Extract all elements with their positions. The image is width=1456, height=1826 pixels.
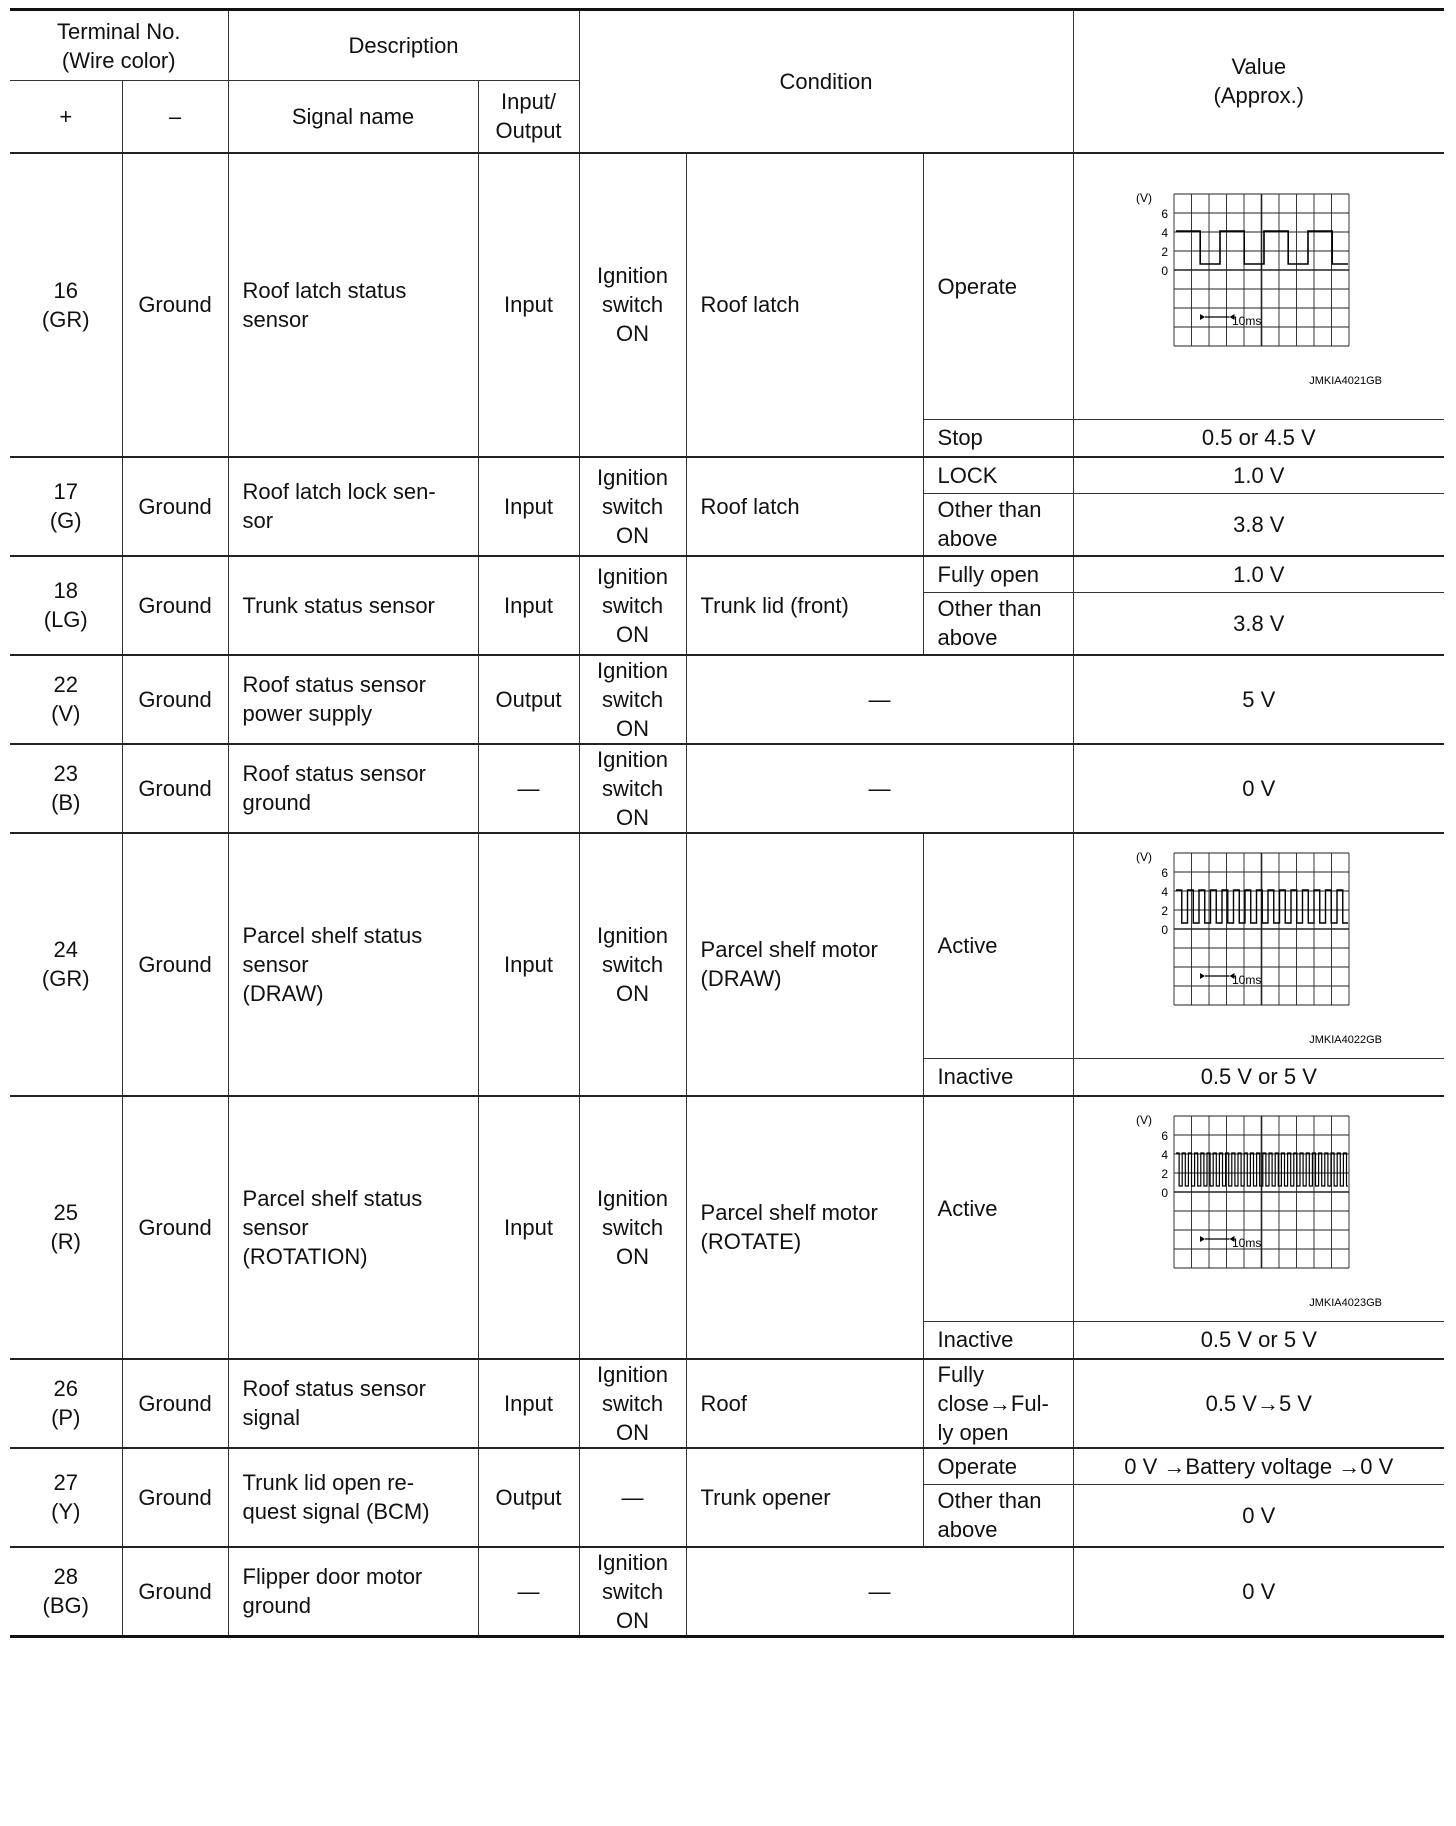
oscilloscope-waveform [1134,1106,1384,1311]
io-header-line1: Input/ [501,89,557,115]
ignition-condition [579,744,686,833]
ignition-condition [579,1547,686,1637]
signal-name-line1: Roof latch status [242,277,407,303]
signal-name-line1: Parcel shelf status [242,922,423,948]
ignition-line2: switch [601,951,664,977]
condition-none: — [686,655,1073,744]
wire-color-value: (LG) [43,607,88,632]
input-output: Input [478,457,579,556]
terminal-number-value: 28 [53,1564,78,1589]
input-output: Input [478,556,579,655]
tick-label-6: 6 [1161,206,1168,221]
input-output: Input [478,833,579,1096]
terminal-number [10,655,122,744]
value-header-label: Value [1231,54,1287,80]
condition-state [923,494,1073,556]
voltage-unit-label: (V) [1135,190,1152,205]
signal-name [228,744,478,833]
input-output: — [478,744,579,833]
description-header: Description [228,10,579,81]
signal-name [228,655,478,744]
wire-color-value: (Y) [51,1499,81,1524]
wire-color-header-label: (Wire color) [61,47,176,73]
timebase-marker [1200,314,1235,320]
signal-name-line1: Flipper door motor [242,1564,423,1589]
ignition-condition [579,556,686,655]
terminal-spec-document [10,8,1444,1638]
wire-color-value: (BG) [42,1593,89,1618]
ignition-line2: switch [601,493,664,519]
value-cell: 0 V [1073,1547,1444,1637]
condition-item-line2: (DRAW) [700,966,782,991]
condition-item [686,1096,923,1359]
value-cell: 0.5 V→5 V [1073,1359,1444,1448]
oscilloscope-waveform [1134,843,1384,1048]
waveform-cell [1073,153,1444,420]
input-output: — [478,1547,579,1637]
value-cell: 0 V [1073,744,1444,833]
tick-label-2: 2 [1161,244,1168,259]
ground-terminal: Ground [122,744,228,833]
ignition-line1: Ignition [597,563,668,589]
terminal-number [10,1359,122,1448]
condition-item: Roof latch [686,153,923,457]
value-cell: 0.5 V or 5 V [1073,1059,1444,1096]
ignition-line1: Ignition [597,1185,668,1211]
condition-state [923,1485,1073,1547]
ignition-condition [579,153,686,457]
condition-none: — [686,1547,1073,1637]
condition-state-line2: above [937,1517,998,1543]
figure-id-label: JMKIA4021GB [1309,374,1382,387]
ground-terminal: Ground [122,1448,228,1547]
oscilloscope-grid [1174,853,1349,1005]
table-row [10,833,1444,1059]
condition-state [923,593,1073,655]
terminal-number [10,744,122,833]
ground-terminal: Ground [122,833,228,1096]
tick-label-2: 2 [1161,904,1168,919]
timebase-label: 10ms [1231,973,1262,988]
ignition-condition [579,1096,686,1359]
ignition-line1: Ignition [597,1549,668,1575]
terminal-header-label: Terminal No. [57,18,181,44]
tick-label-0: 0 [1161,1186,1168,1201]
table-row [10,457,1444,494]
table-row [10,1359,1444,1448]
condition-item-line1: Parcel shelf motor [700,937,878,962]
table-row [10,744,1444,833]
ignition-line3: ON [616,804,650,830]
condition-item: Trunk lid (front) [686,556,923,655]
waveform-cell [1073,833,1444,1059]
tick-label-6: 6 [1161,866,1168,881]
table-row [10,1448,1444,1485]
ignition-line2: switch [601,775,664,801]
tick-label-4: 4 [1161,1148,1168,1163]
condition-state: Active [923,1096,1073,1322]
signal-name-line2: ground [242,1593,312,1618]
terminal-number-value: 22 [53,672,78,697]
ground-terminal: Ground [122,556,228,655]
figure-id-label: JMKIA4023GB [1309,1297,1382,1310]
terminal-header [10,10,228,81]
wire-color-value: (R) [50,1229,82,1254]
table-row [10,1096,1444,1322]
signal-name [228,1547,478,1637]
terminal-number [10,1448,122,1547]
input-output-header [478,81,579,153]
timebase-label: 10ms [1231,313,1262,328]
timebase-marker [1200,1236,1235,1242]
ignition-line1: Ignition [597,1361,668,1387]
condition-state: Inactive [923,1059,1073,1096]
signal-name-line2: signal [242,1405,300,1430]
voltage-unit-label: (V) [1135,1113,1152,1128]
oscilloscope-waveform [1134,184,1384,389]
condition-state: Stop [923,420,1073,457]
value-cell: 0 V →Battery voltage →0 V [1073,1448,1444,1485]
condition-none: — [686,744,1073,833]
tick-label-0: 0 [1161,923,1168,938]
ignition-line3: ON [616,1607,650,1633]
ignition-line3: ON [616,321,650,346]
condition-state [923,1359,1073,1448]
terminal-number [10,457,122,556]
signal-name-line3: (ROTATION) [242,1243,368,1269]
ignition-line2: switch [601,1578,664,1604]
ignition-condition [579,457,686,556]
condition-state-line1: Other than [937,1488,1042,1514]
ignition-line3: ON [616,980,650,1006]
waveform-trace [1176,890,1348,923]
condition-state: Active [923,833,1073,1059]
condition-state-line3: ly open [937,1419,1009,1445]
condition-state: LOCK [923,457,1073,494]
table-header-row [10,10,1444,81]
wire-color-value: (GR) [41,966,90,991]
table-row [10,655,1444,744]
ignition-line2: switch [601,1390,664,1416]
ignition-condition [579,1359,686,1448]
condition-state: Fully open [923,556,1073,593]
condition-item-line1: Parcel shelf motor [700,1200,878,1225]
condition-item-line2: (ROTATE) [700,1229,802,1254]
ignition-line2: switch [601,592,664,618]
value-cell: 1.0 V [1073,556,1444,593]
signal-name-line2: power supply [242,701,373,726]
ground-terminal: Ground [122,153,228,457]
tick-label-4: 4 [1161,225,1168,240]
terminal-number [10,1547,122,1637]
terminal-number-value: 24 [53,937,78,962]
tick-label-2: 2 [1161,1167,1168,1182]
signal-name [228,457,478,556]
waveform-cell [1073,1096,1444,1322]
figure-id-label: JMKIA4022GB [1309,1034,1382,1047]
terminal-number [10,1096,122,1359]
condition-state-line1: Other than [937,596,1042,622]
ignition-line3: ON [616,621,650,647]
value-cell: 1.0 V [1073,457,1444,494]
timebase-marker [1200,973,1235,979]
input-output: Input [478,153,579,457]
signal-name-line1: Roof status sensor [242,1376,426,1401]
signal-name: Trunk status sensor [228,556,478,655]
ignition-line3: ON [616,1243,650,1269]
table-row [10,556,1444,593]
condition-state-line1: Fully [937,1361,984,1387]
value-cell: 5 V [1073,655,1444,744]
ground-terminal: Ground [122,655,228,744]
terminal-number [10,556,122,655]
wire-color-value: (V) [51,701,81,726]
ignition-line1: Ignition [597,922,668,948]
ground-terminal: Ground [122,457,228,556]
voltage-unit-label: (V) [1135,850,1152,865]
ignition-line1: Ignition [597,657,668,683]
ignition-line1: Ignition [597,464,668,490]
ignition-line3: ON [616,1419,650,1445]
condition-item [686,833,923,1096]
signal-name-line2: sensor [242,306,309,332]
value-cell: 0.5 or 4.5 V [1073,420,1444,457]
signal-name [228,833,478,1096]
ignition-condition [579,655,686,744]
condition-state: Inactive [923,1322,1073,1359]
signal-name [228,1359,478,1448]
terminal-number [10,153,122,457]
condition-item: Roof [686,1359,923,1448]
value-cell: 0.5 V or 5 V [1073,1322,1444,1359]
tick-label-4: 4 [1161,885,1168,900]
ground-terminal: Ground [122,1096,228,1359]
signal-name-line2: sor [242,508,274,533]
wire-color-value: (P) [51,1405,81,1430]
signal-name [228,153,478,457]
wire-color-value: (B) [51,790,81,815]
condition-state-line2: close→Ful- [937,1390,1049,1416]
condition-item: Roof latch [686,457,923,556]
terminal-number-value: 25 [53,1200,78,1225]
ignition-line1: Ignition [597,263,668,288]
ignition-condition: — [579,1448,686,1547]
wire-color-value: (GR) [41,306,90,332]
terminal-number-value: 23 [53,761,78,786]
ignition-line2: switch [601,292,664,317]
value-header [1073,10,1444,153]
condition-state-line1: Other than [937,497,1042,523]
tick-label-0: 0 [1161,263,1168,278]
tick-label-6: 6 [1161,1129,1168,1144]
signal-name-line1: Roof status sensor [242,672,426,697]
table-row [10,1547,1444,1637]
terminal-number-value: 27 [53,1470,78,1495]
signal-name-line1: Roof latch lock sen- [242,479,436,504]
signal-name-line1: Trunk lid open re- [242,1470,415,1495]
ignition-line2: switch [601,1214,664,1240]
oscilloscope-grid [1174,1116,1349,1268]
ground-terminal: Ground [122,1359,228,1448]
value-cell: 3.8 V [1073,494,1444,556]
value-cell: 3.8 V [1073,593,1444,655]
signal-name [228,1096,478,1359]
signal-name-line1: Parcel shelf status [242,1185,423,1211]
table-row [10,153,1444,420]
ignition-condition [579,833,686,1096]
condition-state-line2: above [937,625,998,651]
signal-name-line2: sensor [242,1214,309,1240]
signal-name-line1: Roof status sensor [242,761,426,786]
condition-header: Condition [579,10,1073,153]
signal-name-line2: sensor [242,951,309,977]
timebase-label: 10ms [1231,1236,1262,1251]
condition-item: Trunk opener [686,1448,923,1547]
condition-state-line2: above [937,526,998,552]
approx-header-label: (Approx.) [1213,83,1305,109]
wire-color-value: (G) [49,508,82,533]
input-output: Input [478,1096,579,1359]
ignition-line2: switch [601,686,664,712]
input-output: Input [478,1359,579,1448]
oscilloscope-grid [1174,194,1349,346]
signal-name-line3: (DRAW) [242,980,324,1006]
ground-terminal: Ground [122,1547,228,1637]
ignition-line3: ON [616,715,650,741]
signal-name-line2: quest signal (BCM) [242,1499,430,1524]
terminal-number-value: 26 [53,1376,78,1401]
condition-state: Operate [923,153,1073,420]
value-cell: 0 V [1073,1485,1444,1547]
input-output: Output [478,655,579,744]
terminal-number [10,833,122,1096]
ignition-line1: Ignition [597,746,668,772]
io-header-line2: Output [495,118,562,144]
minus-terminal-header: – [122,81,228,153]
signal-name [228,1448,478,1547]
input-output: Output [478,1448,579,1547]
terminal-number-value: 18 [53,578,78,603]
signal-name-header: Signal name [228,81,478,153]
terminal-number-value: 16 [53,277,78,303]
terminal-value-table [10,8,1444,1638]
condition-state: Operate [923,1448,1073,1485]
signal-name-line2: ground [242,790,312,815]
plus-terminal-header: + [10,81,122,153]
terminal-number-value: 17 [53,479,78,504]
ignition-line3: ON [616,522,650,548]
